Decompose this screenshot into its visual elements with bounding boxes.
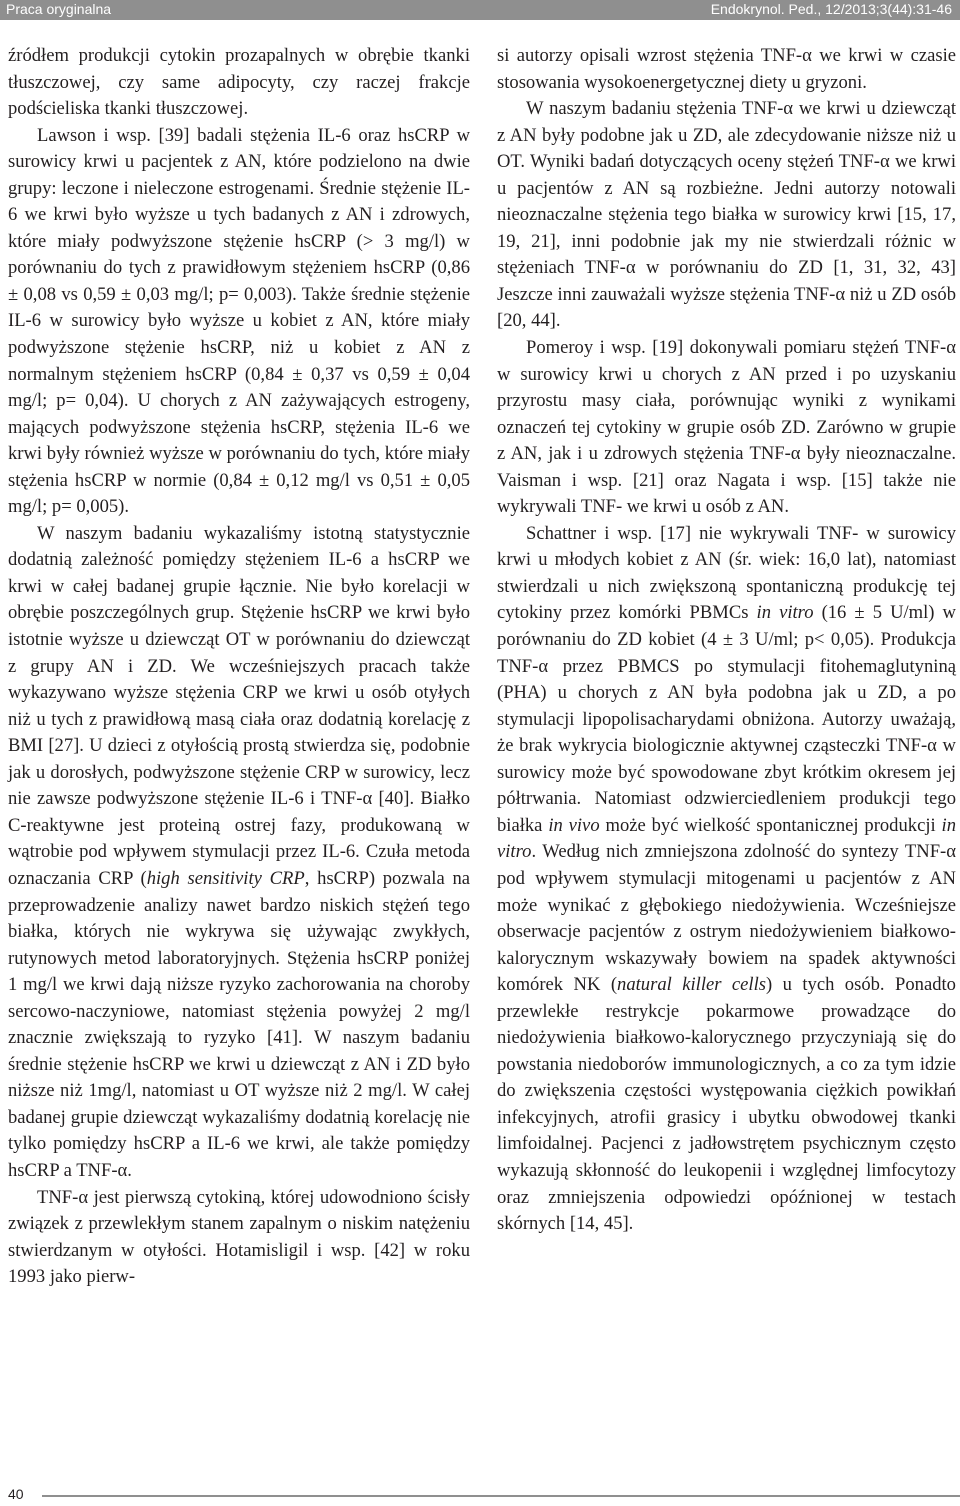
paragraph-text: , hsCRP) pozwala na przeprowadzenie analizy nawet bardzo niskich stężeń tego białka, których nie wykrywa się używając zwykłych, rutynowych metod laboratoryjnych. Stężenia hsCRP poniżej 1 mg/l we krwi dają niższe ryzyko zachorowania na choroby sercowo-naczyniowe, natomiast stężenia powyżej 2 mg/l znacznie zwiększają to ryzyko [41]. W naszym badaniu średnie stężenie hsCRP we krwi u dziewcząt z AN i ZD było niższe niż 1mg/l, natomiast u OT wyższe niż 2 mg/l. W całej badanej grupie dziewcząt wykazaliśmy dodatnią korelację nie tylko pomiędzy hsCRP a IL-6 we krwi, ale także pomiędzy hsCRP a TNF-α.: [8, 867, 470, 1181]
italic-term: in vitro: [497, 814, 956, 863]
left-column: [8, 43, 470, 1291]
page-number: 40: [8, 1486, 24, 1502]
right-column: [497, 43, 956, 1238]
paragraph-text: Schattner i wsp. [17] nie wykrywali TNF- w surowicy krwi u młodych kobiet z AN (śr. wiek: 16,0 lat), natomiast stwierdzali u nich zwiększoną spontaniczną produkcję tej cytokiny przez komórki PBMCs: [497, 522, 956, 624]
paragraph-text: . Według nich zmniejszona zdolność do syntezy TNF-α pod wpływem stymulacji mitogenami u pacjentów z AN może wynikać z głębokiego niedożywienia. Wcześniejsze obserwacje pacjentów z ostrym niedożywieniem białkowo-kalorycznym wskazywały bowiem na spadek aktywności komórek NK (: [497, 841, 956, 996]
page-header: [0, 0, 960, 20]
italic-term: in vivo: [548, 814, 600, 836]
paragraph-text: może być wielkość spontanicznej produkcji: [599, 814, 942, 836]
paragraph: Pomeroy i wsp. [19] dokonywali pomiaru stężeń TNF-α w surowicy krwi u chorych z AN przed i po uzyskaniu przyrostu masy ciała, porównując wyniki z wynikami oznaczeń tej cytokiny w grupie osób ZD. Zarówno w grupie z AN, jak i u zdrowych stężenia TNF-α były nieoznaczalne. Vaisman i wsp. [21] oraz Nagata i wsp. [15] także nie wykrywali TNF- we krwi u osób z AN.: [497, 337, 956, 518]
italic-term: in vitro: [756, 602, 814, 624]
italic-term: natural killer cells: [617, 974, 766, 996]
journal-citation: Endokrynol. Ped., 12/2013;3(44):31-46: [710, 1, 952, 17]
page-footer: [0, 1486, 960, 1506]
paragraph-text: (16 ± 5 U/ml) w porównaniu do ZD kobiet (4 ± 3 U/ml; p< 0,05). Produkcja TNF-α przez PBMCS po stymulacji fitohemaglutyniną (PHA) u chorych z AN była podobna jak u ZD, a po stymulacji lipopolisacharydami obniżona. Autorzy uważają, że brak wykrycia biologicznie aktywnej cząsteczki TNF-α w surowicy może być spowodowane zbyt krótkim okresem jej półtrwania. Natomiast odzwierciedleniem produkcji tego białka: [497, 602, 956, 836]
footer-rule: [42, 1495, 960, 1497]
page-number-box: [0, 1486, 42, 1506]
paragraph-text: ) u tych osób. Ponadto przewlekłe restrykcje pokarmowe prowadzące do niedożywienia białkowo-kalorycznego przyczyniają się do powstania niedoborów immunologicznych, a co za tym idzie do zwiększenia częstości występowania ciężkich powikłań infekcyjnych, atrofii grasicy i ubytku obwodowej tkanki limfoidalnej. Pacjenci z jadłowstrętem psychicznym często wykazują skłonność do leukopenii i względnej limfocytozy oraz zmniejszenia odpowiedzi opóźnionej w testach skórnych [14, 45].: [497, 974, 956, 1235]
paragraph: Lawson i wsp. [39] badali stężenia IL-6 oraz hsCRP w surowicy krwi u pacjentek z AN, które podzielono na dwie grupy: leczone i nieleczone estrogenami. Średnie stężenie IL-6 we krwi było wyższe u tych badanych z AN i zdrowych, które miały podwyższone stężenie hsCRP (> 3 mg/l) w porównaniu do tych z prawidłowym stężeniem hsCRP (0,86 ± 0,08 vs 0,59 ± 0,03 mg/l; p= 0,003). Także średnie stężenie IL-6 w surowicy było wyższe u kobiet z AN, które miały podwyższone stężenie hsCRP, niż u kobiet z AN z normalnym stężeniem hsCRP (0,84 ± 0,37 vs 0,59 ± 0,04 mg/l; p= 0,04). U chorych z AN zażywających estrogeny, mających podwyższone stężenia hsCRP, stężenia IL-6 we krwi były również wyższe w porównaniu do tych, które miały stężenia hsCRP w normie (0,84 ± 0,12 mg/l vs 0,51 ± 0,05 mg/l; p= 0,005).: [8, 124, 470, 518]
paragraph: [497, 521, 956, 1238]
paragraph: TNF-α jest pierwszą cytokiną, której udowodniono ścisły związek z przewlekłym stanem zapalnym o niskim natężeniu stwierdzanym w otyłości. Hotamisligil i wsp. [42] w roku 1993 jako pierw-: [8, 1186, 470, 1288]
paragraph-text: W naszym badaniu wykazaliśmy istotną statystycznie dodatnią zależność pomiędzy stężeniem IL-6 a hsCRP we krwi w całej badanej grupie łącznie. Nie było korelacji w obrębie poszczególnych grup. Stężenie hsCRP we krwi było istotnie wyższe u dziewcząt OT w porównaniu do dziewcząt z grupy AN i ZD. We wcześniejszych pracach także wykazywano wyższe stężenia CRP we krwi u osób otyłych niż u tych z prawidłową masą ciała oraz dodatnią korelację z BMI [27]. U dzieci z otyłością prostą stwierdza się, podobnie jak u dorosłych, podwyższone stężenie CRP w surowicy, lecz nie zawsze podwyższone stężenie IL-6 i TNF-α [40]. Białko C-reaktywne jest proteiną ostrej fazy, produkowaną w wątrobie pod wpływem stymulacji przez IL-6. Czuła metoda oznaczania CRP (: [8, 522, 470, 889]
article-type-label: Praca oryginalna: [6, 1, 112, 17]
paragraph: W naszym badaniu stężenia TNF-α we krwi u dziewcząt z AN były podobne jak u ZD, ale zdecydowanie niższe niż u OT. Wyniki badań dotyczących oceny stężeń TNF-α we krwi u pacjentów z AN są rozbieżne. Jedni autorzy notowali nieoznaczalne stężenia tego białka w surowicy krwi [15, 17, 19, 21], inni podobnie jak my nie stwierdzali różnic w stężeniach TNF-α w porównaniu do ZD [1, 31, 32, 43] Jeszcze inni zauważali wyższe stężenia TNF-α niż u ZD osób [20, 44].: [497, 98, 956, 332]
paragraph: źródłem produkcji cytokin prozapalnych w obrębie tkanki tłuszczowej, czy same adipocyty, czy raczej frakcje podścieliska tkanki tłuszczowej.: [8, 45, 470, 120]
paragraph: [8, 521, 470, 1185]
italic-term: high sensitivity CRP: [146, 867, 305, 889]
paragraph: si autorzy opisali wzrost stężenia TNF-α we krwi w czasie stosowania wysokoenergetycznej diety u gryzoni.: [497, 45, 956, 93]
